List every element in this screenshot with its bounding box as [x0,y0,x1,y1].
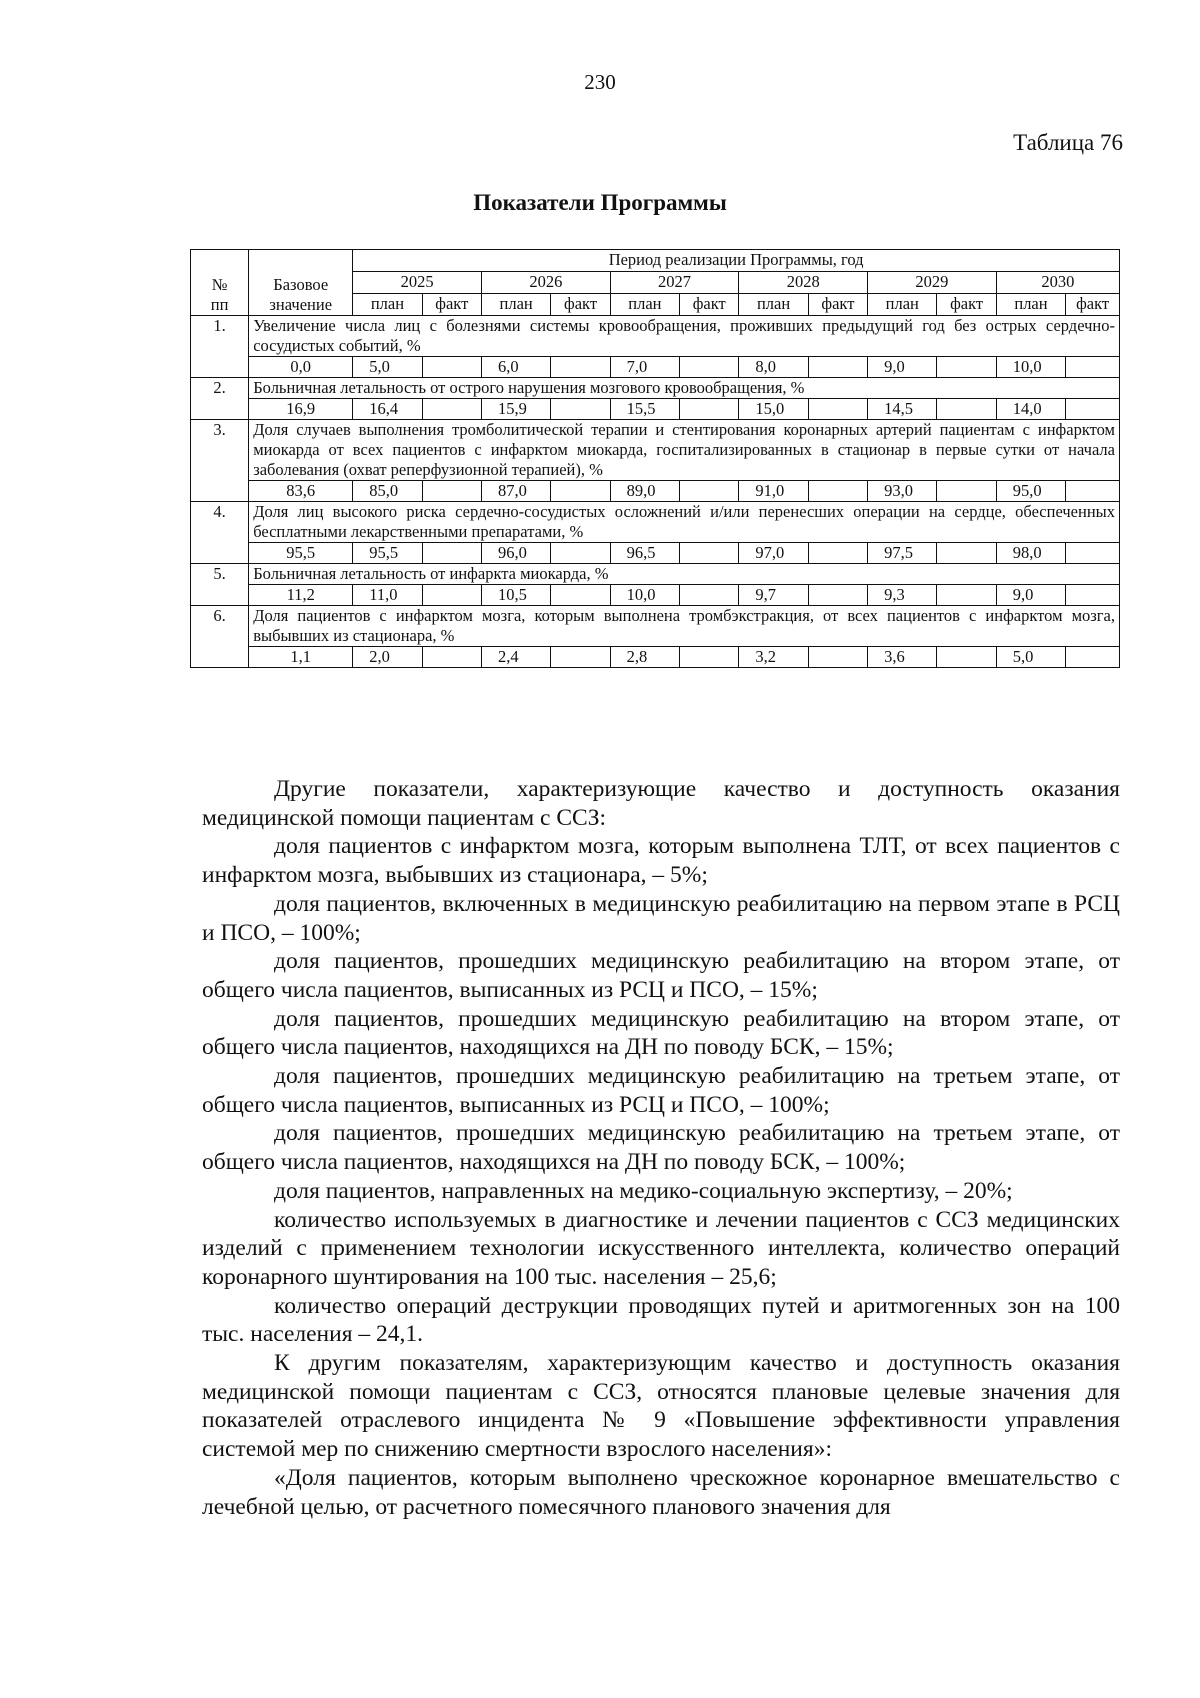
fact-value [937,481,996,502]
fact-value [937,399,996,420]
body-paragraph: «Доля пациентов, которым выполнено чрескожное коронарное вмешательство с лечебной целью, от расчетного помесячного планового значения для [202,1464,1120,1520]
base-value: 83,6 [249,481,353,502]
fact-value [808,585,867,606]
plan-value: 85,0 [353,481,422,502]
indicator-values-row [191,357,1120,378]
plan-header: план [739,294,808,316]
fact-value [1066,481,1120,502]
plan-header: план [868,294,937,316]
fact-value [937,357,996,378]
base-value: 95,5 [249,543,353,564]
plan-value: 16,4 [353,399,422,420]
fact-value [551,357,610,378]
body-paragraph: доля пациентов, направленных на медико-социальную экспертизу, – 20%; [274,1177,1013,1204]
fact-value [937,543,996,564]
plan-value: 91,0 [739,481,808,502]
plan-value: 97,0 [739,543,808,564]
col-num-header [191,250,249,316]
year-header: 2028 [739,272,868,294]
indicator-row [191,564,1120,585]
fact-value [680,357,739,378]
plan-value: 96,0 [481,543,550,564]
plan-value: 6,0 [481,357,550,378]
col-base-header-line-1: Базовое [273,275,329,294]
indicator-row [191,420,1120,481]
col-base-header [249,250,353,316]
fact-value [1066,543,1120,564]
fact-value [808,481,867,502]
body-paragraph: доля пациентов, включенных в медицинскую реабилитацию на первом этапе в РСЦ и ПСО, – 100%; [202,890,1120,946]
plan-value: 10,5 [481,585,550,606]
col-num-header-line-2: пп [210,295,229,314]
plan-value: 14,0 [996,399,1065,420]
base-value: 11,2 [249,585,353,606]
indicator-description: Увеличение числа лиц с болезнями системы кровообращения, проживших предыдущий год без острых сердечно-сосудистых событий, % [249,316,1120,357]
plan-value: 3,6 [868,647,937,668]
fact-value [551,543,610,564]
body-paragraph: Другие показатели, характеризующие качество и доступность оказания медицинской помощи пациентам с ССЗ: [202,776,1120,831]
plan-value: 9,0 [868,357,937,378]
indicator-row [191,316,1120,357]
fact-value [680,399,739,420]
indicators-table [190,249,1120,668]
plan-value: 11,0 [353,585,422,606]
year-header: 2027 [610,272,739,294]
page-title: Показатели Программы [473,190,727,215]
plan-value: 5,0 [353,357,422,378]
indicator-row [191,606,1120,647]
fact-value [1066,357,1120,378]
indicator-values-row [191,399,1120,420]
fact-header: факт [680,294,739,316]
body-paragraph: К другим показателям, характеризующим качество и доступность оказания медицинской помощи пациентам с ССЗ, относятся плановые целевые значения для показателей отраслевого инцидента № 9 «Повышение эффективности управления системой мер по снижению смертности взрослого населения»: [202,1350,1120,1463]
plan-header: план [353,294,422,316]
year-header: 2025 [353,272,482,294]
body-text [202,775,1120,1521]
plan-value: 97,5 [868,543,937,564]
indicator-number: 3. [191,420,249,502]
plan-value: 15,5 [610,399,679,420]
fact-value [1066,585,1120,606]
plan-header: план [610,294,679,316]
fact-value [422,647,481,668]
plan-value: 10,0 [996,357,1065,378]
plan-value: 93,0 [868,481,937,502]
indicator-number: 4. [191,502,249,564]
fact-value [551,585,610,606]
body-paragraph: доля пациентов, прошедших медицинскую реабилитацию на втором этапе, от общего числа пациентов, находящихся на ДН по поводу БСК, – 15%; [202,1005,1120,1061]
plan-value: 3,2 [739,647,808,668]
page-number: 230 [584,70,616,94]
table-label: Таблица 76 [1013,130,1123,155]
plan-value: 2,8 [610,647,679,668]
indicator-values-row [191,647,1120,668]
fact-value [422,585,481,606]
plan-header: план [996,294,1065,316]
fact-value [422,399,481,420]
plan-value: 95,5 [353,543,422,564]
indicator-description: Больничная летальность от инфаркта миокарда, % [249,564,1120,585]
body-paragraph: доля пациентов, прошедших медицинскую реабилитацию на втором этапе, от общего числа пациентов, выписанных из РСЦ и ПСО, – 15%; [202,948,1120,1003]
indicator-number: 1. [191,316,249,378]
body-paragraph: доля пациентов, прошедших медицинскую реабилитацию на третьем этапе, от общего числа пациентов, находящихся на ДН по поводу БСК, – 100%; [202,1120,1120,1176]
plan-value: 15,9 [481,399,550,420]
plan-value: 2,0 [353,647,422,668]
indicator-description: Доля лиц высокого риска сердечно-сосудистых осложнений и/или перенесших операции на сердце, обеспеченных бесплатными лекарственными препаратами, % [249,502,1120,543]
plan-value: 95,0 [996,481,1065,502]
fact-value [808,399,867,420]
plan-value: 87,0 [481,481,550,502]
fact-value [551,399,610,420]
fact-value [937,647,996,668]
fact-value [808,357,867,378]
plan-value: 98,0 [996,543,1065,564]
body-paragraph: количество операций деструкции проводящих путей и аритмогенных зон на 100 тыс. населения – 24,1. [202,1292,1120,1348]
indicator-number: 5. [191,564,249,606]
indicator-row [191,378,1120,399]
plan-value: 9,7 [739,585,808,606]
fact-header: факт [808,294,867,316]
fact-value [808,543,867,564]
fact-value [422,357,481,378]
plan-value: 14,5 [868,399,937,420]
indicator-row [191,502,1120,543]
body-paragraph: количество используемых в диагностике и лечении пациентов с ССЗ медицинских изделий с применением технологии искусственного интеллекта, количество операций коронарного шунтирования на 100 тыс. населения – 25,6; [202,1206,1120,1290]
base-value: 0,0 [249,357,353,378]
indicator-values-row [191,543,1120,564]
fact-value [1066,647,1120,668]
base-value: 16,9 [249,399,353,420]
year-header: 2029 [868,272,997,294]
plan-value: 96,5 [610,543,679,564]
fact-value [808,647,867,668]
plan-value: 2,4 [481,647,550,668]
fact-header: факт [551,294,610,316]
indicator-description: Доля случаев выполнения тромболитической терапии и стентирования коронарных артерий пациентам с инфарктом миокарда от всех пациентов с инфарктом миокарда, госпитализированных в стационар в первые сутки от начала заболевания (охват реперфузионной терапией), % [249,420,1120,481]
plan-value: 5,0 [996,647,1065,668]
fact-header: факт [937,294,996,316]
fact-value [422,481,481,502]
table-body [191,250,1120,668]
year-header: 2030 [996,272,1119,294]
col-base-header-line-2: значение [269,295,333,314]
body-paragraph: доля пациентов, прошедших медицинскую реабилитацию на третьем этапе, от общего числа пациентов, выписанных из РСЦ и ПСО, – 100%; [202,1063,1120,1118]
plan-value: 9,3 [868,585,937,606]
fact-value [680,543,739,564]
indicator-values-row [191,585,1120,606]
indicator-number: 2. [191,378,249,420]
plan-value: 9,0 [996,585,1065,606]
indicator-values-row [191,481,1120,502]
fact-value [680,585,739,606]
indicator-description: Доля пациентов с инфарктом мозга, которым выполнена тромбэкстракция, от всех пациентов с инфарктом мозга, выбывших из стационара, % [249,606,1120,647]
col-num-header-line-1: № [211,275,228,294]
fact-header: факт [422,294,481,316]
fact-header: факт [1066,294,1120,316]
plan-header: план [481,294,550,316]
base-value: 1,1 [249,647,353,668]
indicator-number: 6. [191,606,249,668]
year-header: 2026 [481,272,610,294]
fact-value [680,647,739,668]
body-paragraph: доля пациентов с инфарктом мозга, которым выполнена ТЛТ, от всех пациентов с инфарктом мозга, выбывших из стационара, – 5%; [202,833,1120,889]
plan-value: 8,0 [739,357,808,378]
period-header: Период реализации Программы, год [353,250,1120,272]
fact-value [680,481,739,502]
fact-value [551,481,610,502]
fact-value [937,585,996,606]
fact-value [551,647,610,668]
fact-value [422,543,481,564]
plan-value: 15,0 [739,399,808,420]
plan-value: 10,0 [610,585,679,606]
plan-value: 89,0 [610,481,679,502]
indicator-description: Больничная летальность от острого нарушения мозгового кровообращения, % [249,378,1120,399]
table-header-row-1 [191,250,1120,272]
fact-value [1066,399,1120,420]
plan-value: 7,0 [610,357,679,378]
